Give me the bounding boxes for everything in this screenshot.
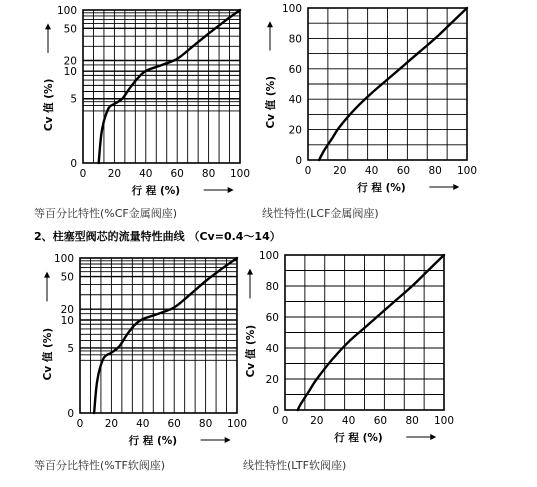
x-tick-label: 0	[79, 168, 87, 180]
y-tick-label: 5	[70, 93, 77, 106]
y-axis-label: Cv 值 (%)	[245, 324, 257, 378]
y-tick-label: 20	[63, 55, 77, 68]
caption-chart-1: 等百分比特性(%CF金属阀座)	[34, 207, 178, 220]
x-axis-label: 行 程 (%)	[131, 185, 181, 197]
x-tick-label: 100	[433, 415, 455, 427]
x-axis-label: 行 程 (%)	[334, 432, 383, 444]
y-axis-label: Cv 值 (%)	[42, 327, 54, 381]
x-tick-label: 20	[104, 418, 119, 430]
y-tick-label: 80	[265, 281, 279, 293]
x-tick-label: 60	[170, 168, 184, 180]
y-axis-arrowhead	[267, 21, 273, 27]
y-tick-label: 5	[67, 342, 74, 355]
x-tick-label: 20	[333, 165, 347, 177]
x-tick-label: 100	[456, 165, 478, 177]
x-tick-label: 80	[405, 415, 419, 427]
y-tick-label: 100	[53, 253, 74, 265]
x-tick-label: 20	[107, 168, 122, 180]
y-axis-arrowhead	[44, 272, 50, 278]
y-tick-label: 40	[265, 343, 279, 355]
section-heading: 2、柱塞型阀芯的流量特性曲线 （Cv=0.4～14）	[34, 230, 281, 243]
y-axis-label: Cv 值 (%)	[265, 75, 277, 129]
x-tick-label: 80	[198, 418, 213, 430]
y-tick-label: 0	[70, 158, 77, 170]
x-axis-label: 行 程 (%)	[128, 435, 178, 447]
x-tick-label: 100	[229, 168, 251, 180]
y-tick-label: 50	[60, 271, 74, 284]
y-tick-label: 50	[63, 23, 77, 36]
y-tick-label: 20	[60, 304, 74, 317]
y-axis-label: Cv 值 (%)	[43, 78, 55, 132]
y-tick-label: 0	[295, 155, 302, 167]
chart-3	[41, 253, 247, 447]
y-tick-label: 60	[288, 63, 302, 76]
x-tick-label: 40	[136, 418, 150, 430]
caption-chart-2: 线性特性(LCF金属阀座)	[262, 207, 379, 220]
y-tick-label: 80	[288, 33, 302, 46]
x-tick-label: 100	[226, 418, 248, 430]
y-tick-label: 20	[265, 374, 279, 386]
series-line	[94, 258, 237, 413]
x-axis-arrowhead	[453, 184, 459, 190]
y-tick-label: 100	[56, 5, 77, 17]
x-tick-label: 40	[341, 415, 356, 427]
y-tick-label: 10	[63, 66, 77, 79]
y-tick-label: 40	[288, 94, 302, 107]
caption-chart-3: 等百分比特性(%TF软阀座)	[34, 459, 166, 472]
chart-4	[244, 250, 454, 444]
plot-frame	[83, 10, 240, 163]
caption-chart-4: 线性特性(LTF软阀座)	[243, 459, 347, 472]
y-tick-label: 0	[272, 405, 279, 417]
chart-1	[42, 5, 250, 197]
y-tick-label: 10	[60, 315, 74, 327]
x-axis-label: 行 程 (%)	[357, 182, 406, 194]
x-tick-label: 40	[364, 165, 379, 177]
x-axis-arrowhead	[228, 187, 234, 193]
y-tick-label: 100	[281, 3, 302, 15]
x-tick-label: 0	[76, 418, 84, 430]
x-axis-arrowhead	[430, 434, 436, 440]
x-tick-label: 80	[201, 168, 216, 180]
x-tick-label: 0	[304, 165, 312, 177]
y-tick-label: 20	[288, 124, 302, 137]
y-tick-label: 100	[258, 250, 279, 262]
y-axis-arrowhead	[247, 269, 253, 275]
x-tick-label: 20	[310, 415, 324, 427]
chart-2	[264, 3, 477, 194]
x-tick-label: 80	[428, 165, 442, 177]
x-tick-label: 0	[281, 415, 289, 427]
y-tick-label: 0	[67, 408, 74, 420]
plot-frame	[80, 258, 237, 413]
x-tick-label: 60	[373, 415, 388, 427]
y-tick-label: 60	[265, 312, 279, 324]
y-axis-arrowhead	[45, 23, 51, 29]
x-tick-label: 40	[139, 168, 153, 180]
x-tick-label: 60	[167, 418, 181, 430]
x-axis-arrowhead	[225, 437, 231, 443]
x-tick-label: 60	[396, 165, 411, 177]
